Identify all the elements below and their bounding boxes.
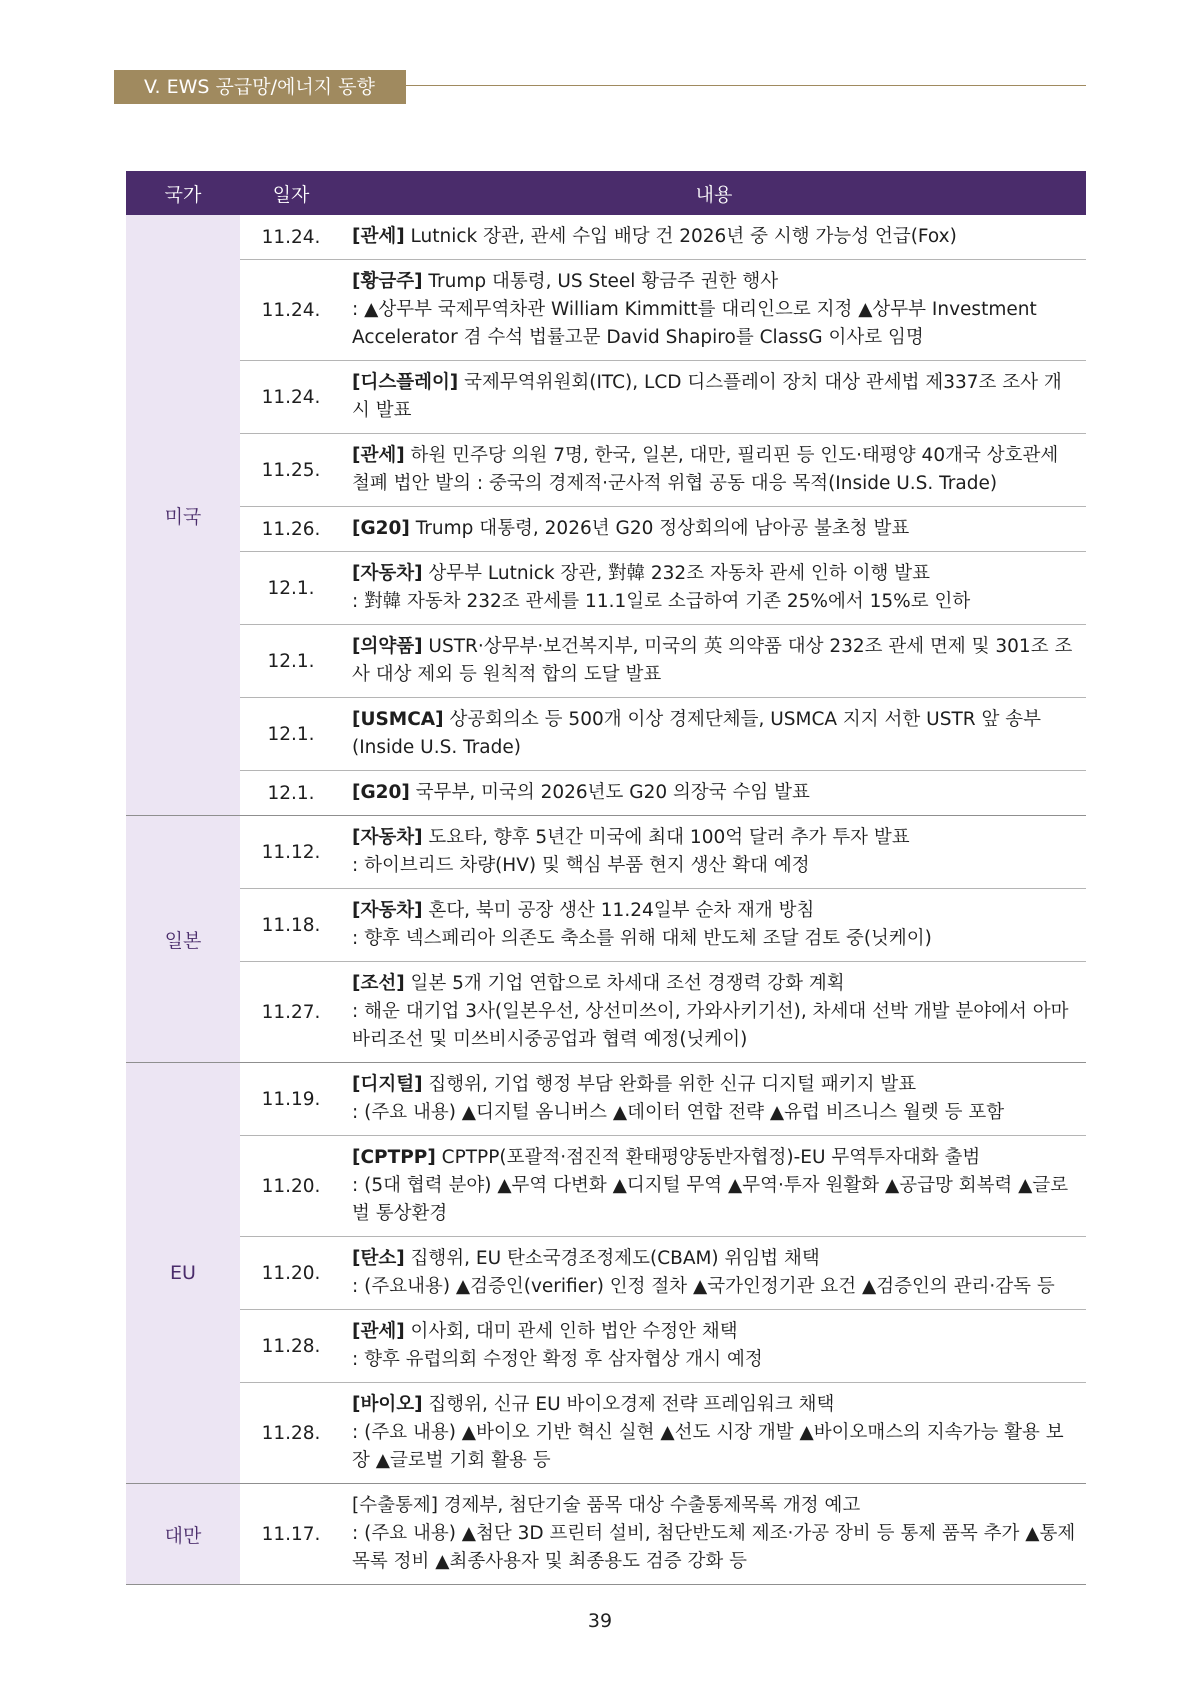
table-row [126,1237,1086,1310]
category-tag: [CPTPP] [352,1147,436,1168]
content-detail [352,1419,1076,1475]
date-cell: 11.26. [240,507,342,552]
content-headline [352,824,1076,852]
content-cell [342,625,1086,698]
date-cell: 11.20. [240,1237,342,1310]
table-header-row [126,171,1086,215]
category-tag: [관세] [352,1321,405,1342]
content-text: 혼다, 북미 공장 생산 11.24일부 순차 재개 방침 [422,900,815,921]
content-cell [342,1237,1086,1310]
table-row [126,698,1086,771]
category-tag: [탄소] [352,1248,405,1269]
table-row [126,816,1086,889]
table-row [126,1063,1086,1136]
table-row [126,1310,1086,1383]
content-text: 일본 5개 기업 연합으로 차세대 조선 경쟁력 강화 계획 [404,973,845,994]
content-text: 국제무역위원회(ITC), LCD 디스플레이 장치 대상 관세법 제337조 조사 개시 발표 [352,372,1062,421]
content-text: : (주요 내용) ▲디지털 옴니버스 ▲데이터 연합 전략 ▲유럽 비즈니스 월렛 등 포함 [352,1102,1005,1123]
table-row [126,771,1086,816]
content-text: 집행위, 신규 EU 바이오경제 전략 프레임워크 채택 [422,1394,835,1415]
category-tag: [조선] [352,973,405,994]
date-cell: 11.25. [240,434,342,507]
content-headline [352,442,1076,498]
date-cell: 11.19. [240,1063,342,1136]
content-detail [352,588,1076,616]
date-cell: 11.24. [240,215,342,260]
category-tag: [관세] [352,226,405,247]
date-cell: 11.17. [240,1484,342,1585]
category-tag: [디지털] [352,1074,423,1095]
content-cell [342,434,1086,507]
date-cell: 11.20. [240,1136,342,1237]
content-text: 집행위, 기업 행정 부담 완화를 위한 신규 디지털 패키지 발표 [422,1074,917,1095]
country-cell: 일본 [126,816,240,1063]
category-tag: [바이오] [352,1394,423,1415]
content-cell [342,771,1086,816]
content-detail [352,1273,1076,1301]
column-header-country: 국가 [126,171,240,215]
content-text: CPTPP(포괄적·점진적 환태평양동반자협정)-EU 무역투자대화 출범 [435,1147,981,1168]
country-cell: 대만 [126,1484,240,1585]
content-text: 상공회의소 등 500개 이상 경제단체들, USMCA 지지 서한 USTR 앞 송부(Inside U.S. Trade) [352,709,1041,758]
content-detail [352,852,1076,880]
content-text: Lutnick 장관, 관세 수입 배당 건 2026년 중 시행 가능성 언급(Fox) [404,226,957,247]
content-detail [352,925,1076,953]
date-cell: 11.24. [240,361,342,434]
date-cell: 12.1. [240,552,342,625]
table-row [126,507,1086,552]
category-tag: [디스플레이] [352,372,459,393]
content-text: 이사회, 대미 관세 인하 법안 수정안 채택 [404,1321,738,1342]
content-text: : 향후 넥스페리아 의존도 축소를 위해 대체 반도체 조달 검토 중(닛케이) [352,928,932,949]
category-tag: [USMCA] [352,709,444,730]
content-cell [342,215,1086,260]
content-cell [342,552,1086,625]
news-table [126,171,1086,1585]
category-tag: [G20] [352,782,410,803]
date-cell: 12.1. [240,625,342,698]
content-headline [352,1144,1076,1172]
content-headline [352,1318,1076,1346]
content-text: : 향후 유럽의회 수정안 확정 후 삼자협상 개시 예정 [352,1349,763,1370]
content-detail [352,296,1076,352]
content-text: : (주요 내용) ▲첨단 3D 프린터 설비, 첨단반도체 제조·가공 장비 등 통제 품목 추가 ▲통제목록 정비 ▲최종사용자 및 최종용도 검증 강화 등 [352,1523,1076,1572]
content-text: : ▲상무부 국제무역차관 William Kimmitt를 대리인으로 지정 ▲상무부 Investment Accelerator 겸 수석 법률고문 David Shapiro를 ClassG 이사로 임명 [352,299,1037,348]
content-text: 국무부, 미국의 2026년도 G20 의장국 수임 발표 [409,782,810,803]
content-headline [352,897,1076,925]
content-headline [352,970,1076,998]
page-number: 39 [587,1610,613,1632]
date-cell: 11.28. [240,1383,342,1484]
date-cell: 11.12. [240,816,342,889]
date-cell: 11.28. [240,1310,342,1383]
table-row [126,1484,1086,1585]
table-row [126,361,1086,434]
content-headline [352,1492,1076,1520]
content-cell [342,698,1086,771]
content-headline [352,1391,1076,1419]
content-cell [342,507,1086,552]
content-text: Trump 대통령, US Steel 황금주 권한 행사 [422,271,779,292]
category-tag: [자동차] [352,563,423,584]
table-row [126,215,1086,260]
table-row [126,260,1086,361]
country-cell: EU [126,1063,240,1484]
category-tag: [황금주] [352,271,423,292]
content-cell [342,1063,1086,1136]
content-cell [342,361,1086,434]
content-detail [352,1099,1076,1127]
date-cell: 11.18. [240,889,342,962]
content-headline [352,1071,1076,1099]
content-text: [수출통제] 경제부, 첨단기술 품목 대상 수출통제목록 개정 예고 [352,1495,861,1516]
category-tag: [자동차] [352,900,423,921]
table-row [126,962,1086,1063]
content-text: 도요타, 향후 5년간 미국에 최대 100억 달러 추가 투자 발표 [422,827,910,848]
date-cell: 11.24. [240,260,342,361]
content-text: : 하이브리드 차량(HV) 및 핵심 부품 현지 생산 확대 예정 [352,855,810,876]
content-headline [352,633,1076,689]
content-cell [342,889,1086,962]
column-header-date: 일자 [240,171,342,215]
content-text: 하원 민주당 의원 7명, 한국, 일본, 대만, 필리핀 등 인도·태평양 40개국 상호관세 철폐 법안 발의 : 중국의 경제적·군사적 위협 공동 대응 목적(Inside U.S. Trade) [352,445,1059,494]
table-row [126,1136,1086,1237]
header-rule [406,85,1086,86]
content-text: 집행위, EU 탄소국경조정제도(CBAM) 위임법 채택 [404,1248,820,1269]
content-text: : (주요 내용) ▲바이오 기반 혁신 실현 ▲선도 시장 개발 ▲바이오매스의 지속가능 활용 보장 ▲글로벌 기회 활용 등 [352,1422,1064,1471]
table-row [126,889,1086,962]
content-headline [352,268,1076,296]
table-row [126,1383,1086,1484]
section-title: V. EWS 공급망/에너지 동향 [144,76,375,98]
content-cell [342,962,1086,1063]
category-tag: [G20] [352,518,410,539]
content-text: : 對韓 자동차 232조 관세를 11.1일로 소급하여 기존 25%에서 15%로 인하 [352,591,971,612]
content-detail [352,1172,1076,1228]
content-cell [342,816,1086,889]
content-cell [342,1484,1086,1585]
section-header [114,70,406,104]
table-row [126,552,1086,625]
content-text: : 해운 대기업 3사(일본우선, 상선미쓰이, 가와사키기선), 차세대 선박 개발 분야에서 아마바리조선 및 미쓰비시중공업과 협력 예정(닛케이) [352,1001,1069,1050]
content-cell [342,1310,1086,1383]
content-headline [352,779,1076,807]
content-headline [352,560,1076,588]
column-header-content: 내용 [342,171,1086,215]
news-table-body [126,215,1086,1585]
category-tag: [자동차] [352,827,423,848]
date-cell: 12.1. [240,771,342,816]
date-cell: 11.27. [240,962,342,1063]
content-headline [352,515,1076,543]
content-detail [352,1520,1076,1576]
category-tag: [관세] [352,445,405,466]
content-headline [352,369,1076,425]
content-headline [352,706,1076,762]
content-detail [352,1346,1076,1374]
table-row [126,434,1086,507]
date-cell: 12.1. [240,698,342,771]
content-text: Trump 대통령, 2026년 G20 정상회의에 남아공 불초청 발표 [409,518,910,539]
country-cell: 미국 [126,215,240,816]
table-row [126,625,1086,698]
content-text: : (주요내용) ▲검증인(verifier) 인정 절차 ▲국가인정기관 요건 ▲검증인의 관리·감독 등 [352,1276,1055,1297]
content-text: USTR·상무부·보건복지부, 미국의 英 의약품 대상 232조 관세 면제 및 301조 조사 대상 제외 등 원칙적 합의 도달 발표 [352,636,1073,685]
content-headline [352,1245,1076,1273]
content-cell [342,260,1086,361]
content-text: : (5대 협력 분야) ▲무역 다변화 ▲디지털 무역 ▲무역·투자 원활화 ▲공급망 회복력 ▲글로벌 통상환경 [352,1175,1069,1224]
content-text: 상무부 Lutnick 장관, 對韓 232조 자동차 관세 인하 이행 발표 [422,563,931,584]
content-detail [352,998,1076,1054]
category-tag: [의약품] [352,636,423,657]
content-cell [342,1136,1086,1237]
content-headline [352,223,1076,251]
content-cell [342,1383,1086,1484]
